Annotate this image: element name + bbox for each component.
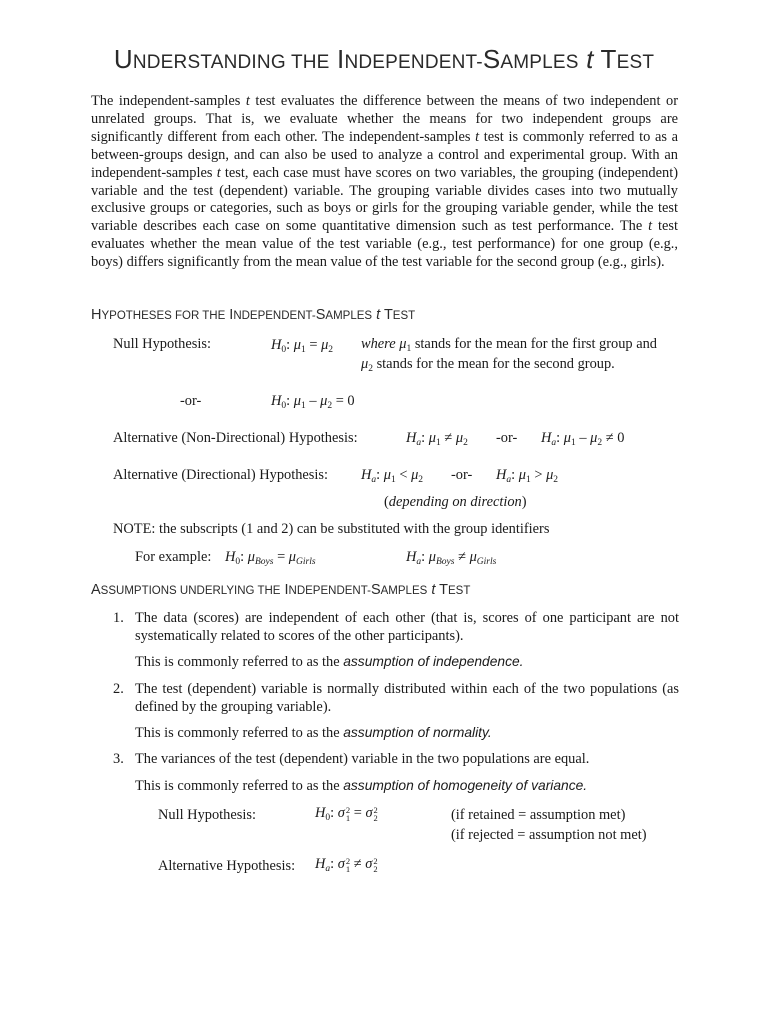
alt-directional-less: $H_a$: $\mu_1 < \mu_2$ xyxy=(361,467,424,485)
alt-nondirectional-difference: $H_a$: $\mu_1 - \mu_2 \ne 0$ xyxy=(541,430,625,448)
assumption-item: 1. The data (scores) are independent of each other (that is, scores of one participant are not systematically related to scores of the other participants). xyxy=(113,610,679,644)
variance-null-equation: $H_0$: σ 2 1 = σ 2 2 xyxy=(315,804,378,823)
rejected-note: (if rejected = assumption not met) xyxy=(451,827,647,843)
alt-directional-greater: $H_a$: $\mu_1 > \mu_2$ xyxy=(496,467,559,485)
alt-directional-label: Alternative (Directional) Hypothesis: xyxy=(113,467,328,483)
where-note-line2: $\mu_2$ stands for the mean for the second group. xyxy=(361,356,615,374)
null-hypothesis-label: Null Hypothesis: xyxy=(113,336,211,352)
assumption-reference: This is commonly referred to as the assumption of homogeneity of variance. xyxy=(135,778,588,794)
assumptions-heading: ASSUMPTIONS UNDERLYING THE INDEPENDENT-SAMPLES t TEST xyxy=(91,582,471,598)
alt-nondirectional-equation: $H_a$: $\mu_1 \ne \mu_2$ xyxy=(406,430,468,448)
subscript-note: NOTE: the subscripts (1 and 2) can be substituted with the group identifiers xyxy=(113,521,550,537)
null-hypothesis-equation: $H_0$: $\mu_1 = \mu_2$ xyxy=(271,337,334,355)
hypotheses-heading: HYPOTHESES FOR THE INDEPENDENT-SAMPLES t TEST xyxy=(91,307,416,323)
retained-note: (if retained = assumption met) xyxy=(451,807,626,823)
example-alt-hypothesis: $H_a$: $\mu_{Boys} \ne \mu_{Girls}$ xyxy=(406,549,497,567)
assumption-reference: This is commonly referred to as the assumption of normality. xyxy=(135,725,492,741)
where-note-line1: where $\mu_1$ stands for the mean for the first group and xyxy=(361,336,658,354)
variance-null-label: Null Hypothesis: xyxy=(158,807,256,823)
variance-alt-label: Alternative Hypothesis: xyxy=(158,858,296,874)
variance-alt-equation: $H_a$: σ 2 1 ≠ σ 2 2 xyxy=(315,855,378,874)
page-title: UNDERSTANDING THE INDEPENDENT-SAMPLES t TEST xyxy=(113,44,655,74)
depending-on-direction: (depending on direction) xyxy=(384,494,527,510)
example-null-hypothesis: $H_0$: $\mu_{Boys} = \mu_{Girls}$ xyxy=(225,549,316,567)
null-hypothesis-difference: $H_0$: $\mu_1 - \mu_2 = 0$ xyxy=(271,393,355,411)
intro-paragraph: The independent-samples t test evaluates the difference between the means of two independent or unrelated groups. That is, we evaluate whether the means for two independent groups are significantly different from each other. The independent-samples t test is commonly referred to as a between-groups design, and can also be used to analyze a control and experimental group. With an independent-samples t test, each case must have scores on two variables, the grouping (independent) variable and the test (dependent) variable. The grouping variable divides cases into two mutually exclusive groups or categories, such as boys or girls for the grouping variable gender, while the test variable describes each case on some quantitative dimension such as test performance. The t test evaluates whether the mean value of the test variable (e.g., test performance) for one group (e.g., boys) differs significantly from the mean value of the test variable for the second group (e.g., girls). xyxy=(91,93,678,271)
or-separator: -or- xyxy=(180,393,202,409)
assumption-reference: This is commonly referred to as the assumption of independence. xyxy=(135,654,524,670)
assumption-item: 3. The variances of the test (dependent) variable in the two populations are equal. xyxy=(113,751,590,767)
or-separator: -or- xyxy=(451,467,473,483)
alt-nondirectional-label: Alternative (Non-Directional) Hypothesis: xyxy=(113,430,358,446)
or-separator: -or- xyxy=(496,430,518,446)
assumption-item: 2. The test (dependent) variable is normally distributed within each of the two populations (as defined by the grouping variable). xyxy=(113,681,679,715)
example-label: For example: xyxy=(135,549,212,565)
